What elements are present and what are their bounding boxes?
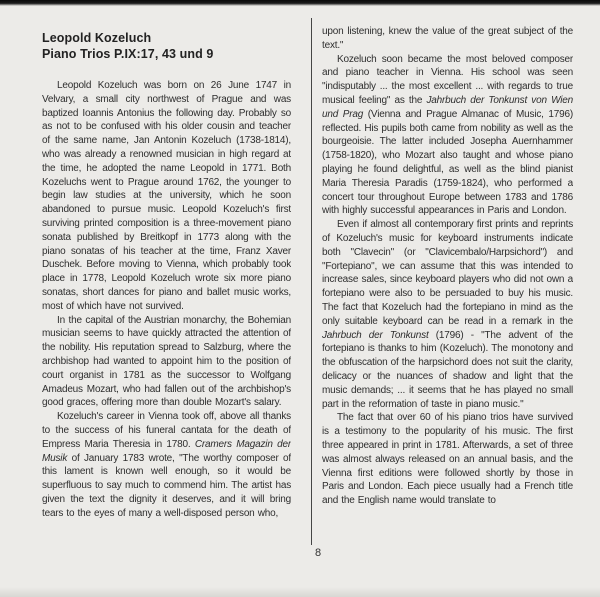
paragraph	[322, 411, 573, 508]
text-segment: The fact that over 60 of his piano trios have survived is a testimony to the popularity of his music. The first three appeared in print in 1781. Afterwards, a set of three was almost always released on an annual basis, and the Vienna first editions were followed shortly by those in Paris and London. Each piece usually had a French title and the English name would translate to	[322, 412, 573, 507]
paragraph	[42, 314, 291, 411]
column-divider-rule	[311, 18, 312, 545]
paragraph	[322, 25, 573, 53]
scan-edge-bottom	[0, 587, 600, 597]
text-segment: In the capital of the Austrian monarchy, the Bohemian musician seems to have quickly attracted the attention of the nobility. His reputation spread to Salzburg, where the archbishop had wanted to appoint him to the position of court organist in 1781 as the successor to Wolfgang Amadeus Mozart, who had fallen out of the archbishop's good graces, offering more than double Mozart's salary.	[42, 314, 291, 409]
scan-edge-top	[0, 0, 600, 6]
text-segment: Even if almost all contemporary first prints and reprints of Kozeluch's music for keyboard instruments indicate both "Clavecin" (or "Clavicembalo/Harpsichord") and "Fortepiano", we can assume that this was intended to increase sales, since keyboard players who did not own a fortepiano were also to be persuaded to buy his music. The fact that Kozeluch had the fortepiano in mind as the only suitable keyboard can be read in a remark in the	[322, 219, 573, 327]
page-number: 8	[314, 547, 322, 559]
italic-text-segment: Cramers Magazin der Musik	[42, 438, 291, 464]
paragraph	[42, 410, 291, 520]
text-segment: Kozeluch's career in Vienna took off, above all thanks to the success of his funeral cantata for the death of Empress Maria Theresia in 1780.	[42, 411, 291, 450]
text-segment: (1796) - "The advent of the fortepiano is thanks to him (Kozeluch). The monotony and the obfuscation of the harpsichord does not suit the clarity, delicacy or the nuances of shadow and light that the music demands; ... it seems that he has played no small part in the reformation of taste in piano music."	[322, 329, 573, 410]
title-line-1: Leopold Kozeluch	[42, 31, 152, 45]
page-header	[42, 31, 292, 62]
italic-text-segment: Jahrbuch der Tonkunst	[322, 329, 429, 341]
paragraph	[42, 79, 291, 314]
left-text-column	[42, 79, 291, 584]
right-text-column	[322, 25, 573, 585]
paragraph	[322, 53, 573, 219]
text-segment: Leopold Kozeluch was born on 26 June 1747 in Velvary, a small city northwest of Prague and was baptized Ioannis Antonius the following day. Probably so as not to be confused with his older cousin and teacher of the same name, Jan Antonin Kozeluch (1738-1814), who was already a renowned musician in high regard at the time, he adopted the name Leopold in 1771. Both Kozeluchs went to Prague around 1762, the younger to begin law studies at the university, which he soon abandoned to pursue music. Leopold Kozeluch's first surviving printed composition is a three-movement piano sonata published by Breitkopf in 1773 along with the piano sonatas of his teacher at the time, Franz Xaver Duschek. Before moving to Vienna, which probably took place in 1778, Leopold Kozeluch wrote six more piano sonatas, short dances for piano and ballet music works, most of which have not survived.	[42, 80, 291, 312]
text-segment: of January 1783 wrote, "The worthy composer of this lament is known well enough, so it would be superfluous to say much to commend him. The artist has given the text the dignity it deserves, and it will bring tears to the eyes of many a well-disposed person who,	[42, 452, 291, 519]
text-segment: (Vienna and Prague Almanac of Music, 1796) reflected. His pupils both came from nobility as well as the bourgeoisie. The latter included Josepha Auernhammer (1758-1820), who Mozart also taught and whose piano playing he found delightful, as well as the blind pianist Maria Theresia Paradis (1759-1824), who performed a concert tour throughout Europe between 1783 and 1786 with highly successful appearances in Paris and London.	[322, 108, 573, 217]
italic-text-segment: Jahrbuch der Tonkunst von Wien und Prag	[322, 94, 573, 120]
paragraph	[322, 218, 573, 411]
text-segment: Kozeluch soon became the most beloved composer and piano teacher in Vienna. His school was seen "indisputably ... the most excellent ... with regards to true musical feeling" as the	[322, 53, 573, 106]
text-segment: upon listening, knew the value of the great subject of the text."	[322, 26, 573, 51]
title-line-2: Piano Trios P.IX:17, 43 und 9	[42, 46, 214, 61]
